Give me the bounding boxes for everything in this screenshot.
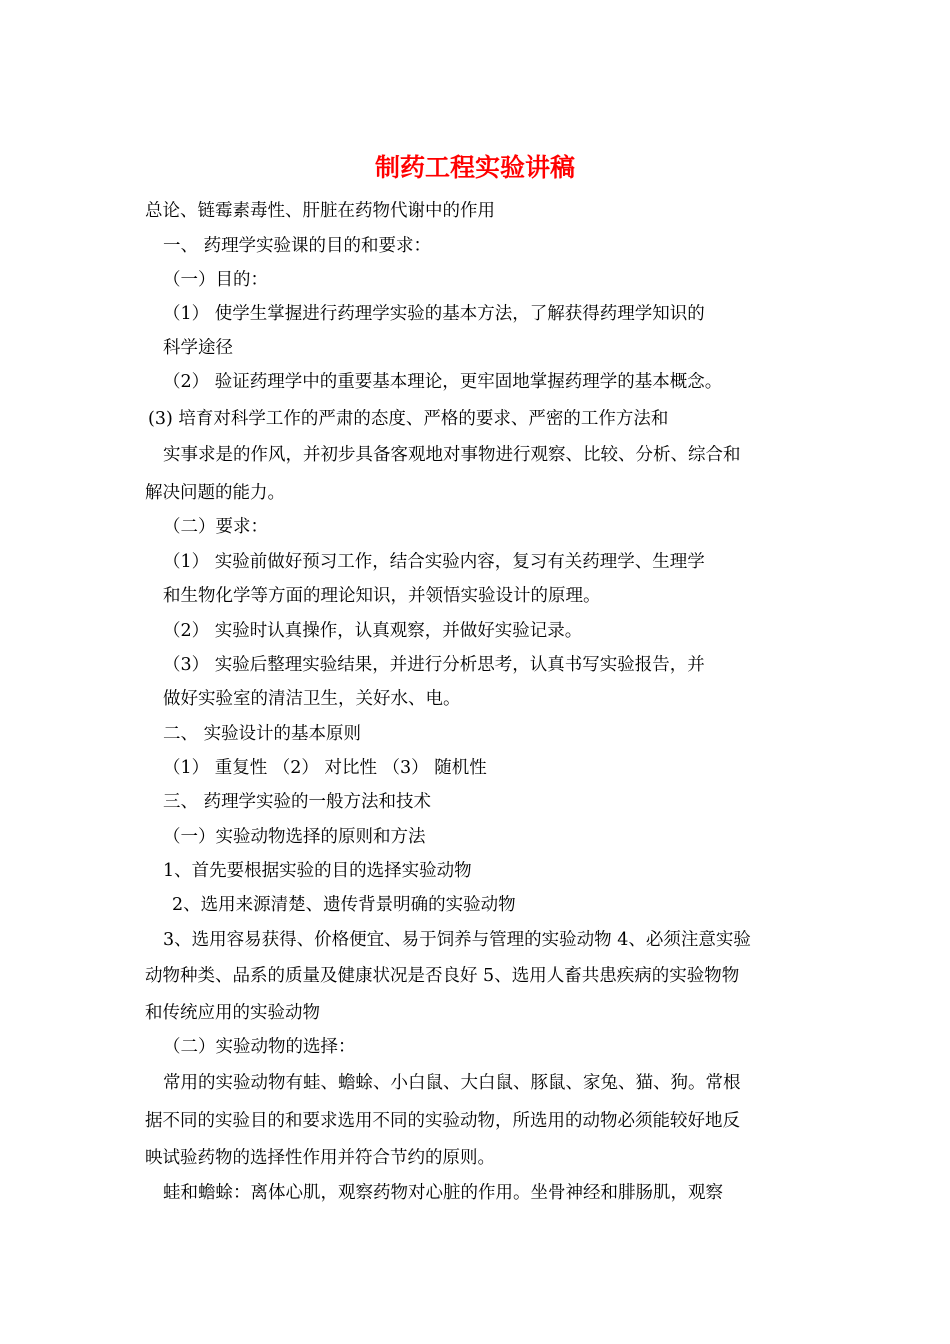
paragraph-line: 和传统应用的实验动物	[145, 1003, 320, 1023]
subsection-heading: （一）目的：	[163, 270, 268, 290]
paragraph-line: （1） 使学生掌握进行药理学实验的基本方法，了解获得药理学知识的	[163, 304, 705, 324]
paragraph-line: (3) 培育对科学工作的严肃的态度、严格的要求、严密的工作方法和	[148, 409, 669, 429]
paragraph-line: （1） 实验前做好预习工作，结合实验内容，复习有关药理学、生理学	[163, 552, 705, 572]
paragraph-line: 解决问题的能力。	[145, 483, 285, 503]
section-heading-1: 一、 药理学实验课的目的和要求：	[163, 236, 432, 256]
subsection-heading: （二）实验动物的选择：	[163, 1037, 356, 1057]
paragraph-line: 和生物化学等方面的理论知识，并领悟实验设计的原理。	[163, 586, 601, 606]
subtitle-line: 总论、链霉素毒性、肝脏在药物代谢中的作用	[145, 201, 495, 221]
paragraph-line: 2、选用来源清楚、遗传背景明确的实验动物	[172, 895, 516, 915]
paragraph-line: 映试验药物的选择性作用并符合节约的原则。	[145, 1148, 495, 1168]
paragraph-line: 动物种类、品系的质量及健康状况是否良好 5、选用人畜共患疾病的实验物物	[145, 966, 740, 986]
paragraph-line: （2） 实验时认真操作，认真观察，并做好实验记录。	[163, 621, 583, 641]
section-heading-3: 三、 药理学实验的一般方法和技术	[163, 792, 432, 812]
paragraph-line: 常用的实验动物有蛙、蟾蜍、小白鼠、大白鼠、豚鼠、家兔、猫、狗。常根	[163, 1073, 741, 1093]
principles-line: （1） 重复性 （2） 对比性 （3） 随机性	[163, 758, 487, 778]
paragraph-line: 蛙和蟾蜍：离体心肌，观察药物对心脏的作用。坐骨神经和腓肠肌，观察	[163, 1183, 723, 1203]
section-heading-2: 二、 实验设计的基本原则	[163, 724, 362, 744]
subsection-heading: （二）要求：	[163, 517, 268, 537]
paragraph-line: （3） 实验后整理实验结果，并进行分析思考，认真书写实验报告，并	[163, 655, 705, 675]
paragraph-line: 据不同的实验目的和要求选用不同的实验动物，所选用的动物必须能较好地反	[145, 1111, 740, 1131]
paragraph-line: （2） 验证药理学中的重要基本理论，更牢固地掌握药理学的基本概念。	[163, 372, 723, 392]
paragraph-line: 科学途径	[163, 338, 233, 358]
subsection-heading: （一）实验动物选择的原则和方法	[163, 827, 426, 847]
paragraph-line: 实事求是的作风，并初步具备客观地对事物进行观察、比较、分析、综合和	[163, 445, 741, 465]
document-title: 制药工程实验讲稿	[374, 153, 575, 182]
paragraph-line: 做好实验室的清洁卫生，关好水、电。	[163, 689, 461, 709]
paragraph-line: 3、选用容易获得、价格便宜、易于饲养与管理的实验动物 4、必须注意实验	[163, 930, 751, 950]
paragraph-line: 1、首先要根据实验的目的选择实验动物	[163, 861, 472, 881]
